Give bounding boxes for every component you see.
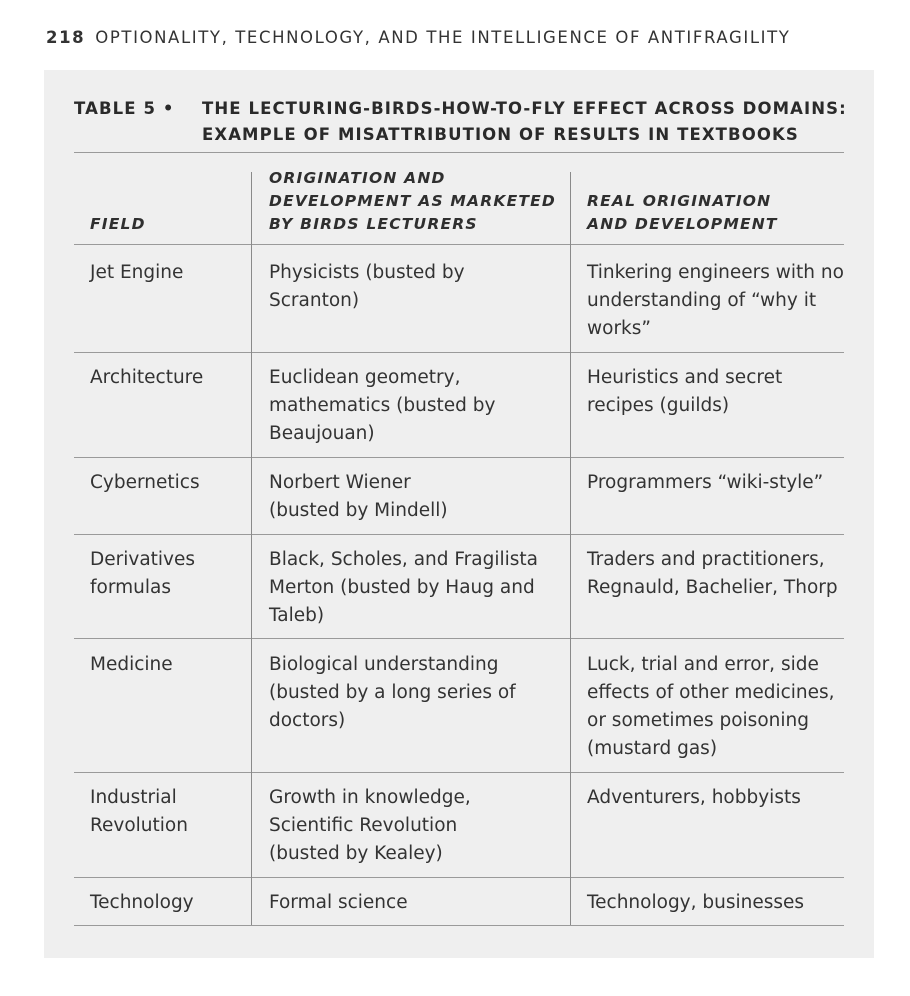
row-birds-cell: Formal science	[269, 892, 408, 913]
caption-divider	[74, 152, 844, 153]
running-head	[46, 28, 790, 47]
row-field-cell: Derivatives formulas	[90, 549, 196, 598]
header-real-origination: REAL ORIGINATION AND DEVELOPMENT	[587, 192, 778, 233]
row-divider	[74, 534, 844, 535]
column-divider	[570, 172, 571, 925]
row-divider	[74, 457, 844, 458]
row-real-cell: Technology, businesses	[587, 892, 805, 913]
header-birds-lecturers: ORIGINATION AND DEVELOPMENT AS MARKETED BY BIRDS LECTURERS	[269, 169, 556, 233]
row-real-cell: Programmers “wiki-style”	[587, 472, 824, 493]
row-birds-cell: Norbert Wiener (busted by Mindell)	[269, 472, 448, 521]
table-bottom-rule	[74, 925, 844, 926]
row-real-cell: Luck, trial and error, side effects of other medicines, or sometimes poisoning (mustard gas)	[587, 654, 835, 759]
row-field-cell: Jet Engine	[90, 262, 184, 283]
row-divider	[74, 877, 844, 878]
row-divider	[74, 352, 844, 353]
page-number: 218	[46, 28, 86, 47]
row-real-cell: Adventurers, hobbyists	[587, 787, 801, 808]
row-divider	[74, 772, 844, 773]
row-field-cell: Cybernetics	[90, 472, 200, 493]
row-field-cell: Medicine	[90, 654, 173, 675]
chapter-title: OPTIONALITY, TECHNOLOGY, AND THE INTELLIGENCE OF ANTIFRAGILITY	[95, 28, 791, 47]
column-divider	[251, 172, 252, 925]
row-birds-cell: Black, Scholes, and Fragilista Merton (busted by Haug and Taleb)	[269, 549, 539, 626]
row-field-cell: Technology	[90, 892, 194, 913]
table-label: TABLE 5 •	[74, 99, 175, 118]
row-birds-cell: Biological understanding (busted by a long series of doctors)	[269, 654, 516, 731]
table-5	[44, 70, 874, 958]
header-field: FIELD	[90, 215, 146, 233]
table-title: THE LECTURING-BIRDS-HOW-TO-FLY EFFECT ACROSS DOMAINS: EXAMPLE OF MISATTRIBUTION OF RESULTS IN TEXTBOOKS	[202, 99, 847, 144]
row-birds-cell: Physicists (busted by Scranton)	[269, 262, 465, 311]
row-birds-cell: Growth in knowledge, Scientific Revolution (busted by Kealey)	[269, 787, 471, 864]
header-divider	[74, 244, 844, 245]
row-divider	[74, 638, 844, 639]
row-birds-cell: Euclidean geometry, mathematics (busted by Beaujouan)	[269, 367, 496, 444]
row-field-cell: Architecture	[90, 367, 204, 388]
row-real-cell: Traders and practitioners, Regnauld, Bachelier, Thorp	[587, 549, 838, 598]
row-field-cell: Industrial Revolution	[90, 787, 188, 836]
row-real-cell: Heuristics and secret recipes (guilds)	[587, 367, 783, 416]
row-real-cell: Tinkering engineers with no understanding of “why it works”	[587, 262, 844, 339]
